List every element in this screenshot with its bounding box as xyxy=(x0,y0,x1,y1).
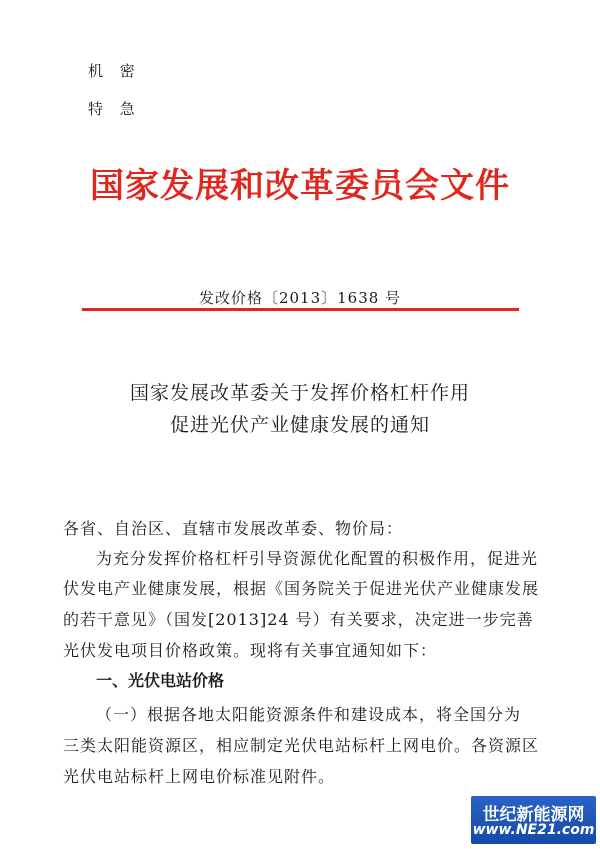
paragraph-line: 伏发电产业健康发展，根据《国务院关于促进光伏产业健康发展 xyxy=(63,579,540,598)
subject-line-1: 国家发展改革委关于发挥价格杠杆作用 xyxy=(129,382,470,404)
watermark-url: www.NE21.com xyxy=(472,822,595,838)
paragraph-line: 的若干意见》（国发[2013]24 号）有关要求，决定进一步完善 xyxy=(63,610,534,629)
issuer-title: 国家发展和改革委员会文件 xyxy=(90,166,510,206)
document-number: 发改价格〔2013〕1638 号 xyxy=(198,289,402,307)
site-watermark xyxy=(471,796,596,844)
watermark-name: 世纪新能源网 xyxy=(482,805,585,825)
paragraph-line: 光伏发电项目价格政策。现将有关事宜通知如下： xyxy=(63,641,438,660)
red-separator-line xyxy=(82,308,519,311)
secrecy-label: 机 密 xyxy=(88,62,141,80)
subject-line-2: 促进光伏产业健康发展的通知 xyxy=(169,414,430,436)
paragraph-line: 三类太阳能资源区，相应制定光伏电站标杆上网电价。各资源区 xyxy=(63,736,540,755)
paragraph-line: （一）根据各地太阳能资源条件和建设成本，将全国分为 xyxy=(96,705,522,724)
paragraph-line: 为充分发挥价格杠杆引导资源优化配置的积极作用，促进光 xyxy=(96,549,539,568)
paragraph-line: 光伏电站标杆上网电价标准见附件。 xyxy=(63,767,336,786)
section-heading: 一、光伏电站价格 xyxy=(96,671,225,690)
addressee: 各省、自治区、直辖市发展改革委、物价局： xyxy=(63,519,404,538)
urgency-label: 特 急 xyxy=(88,100,141,118)
